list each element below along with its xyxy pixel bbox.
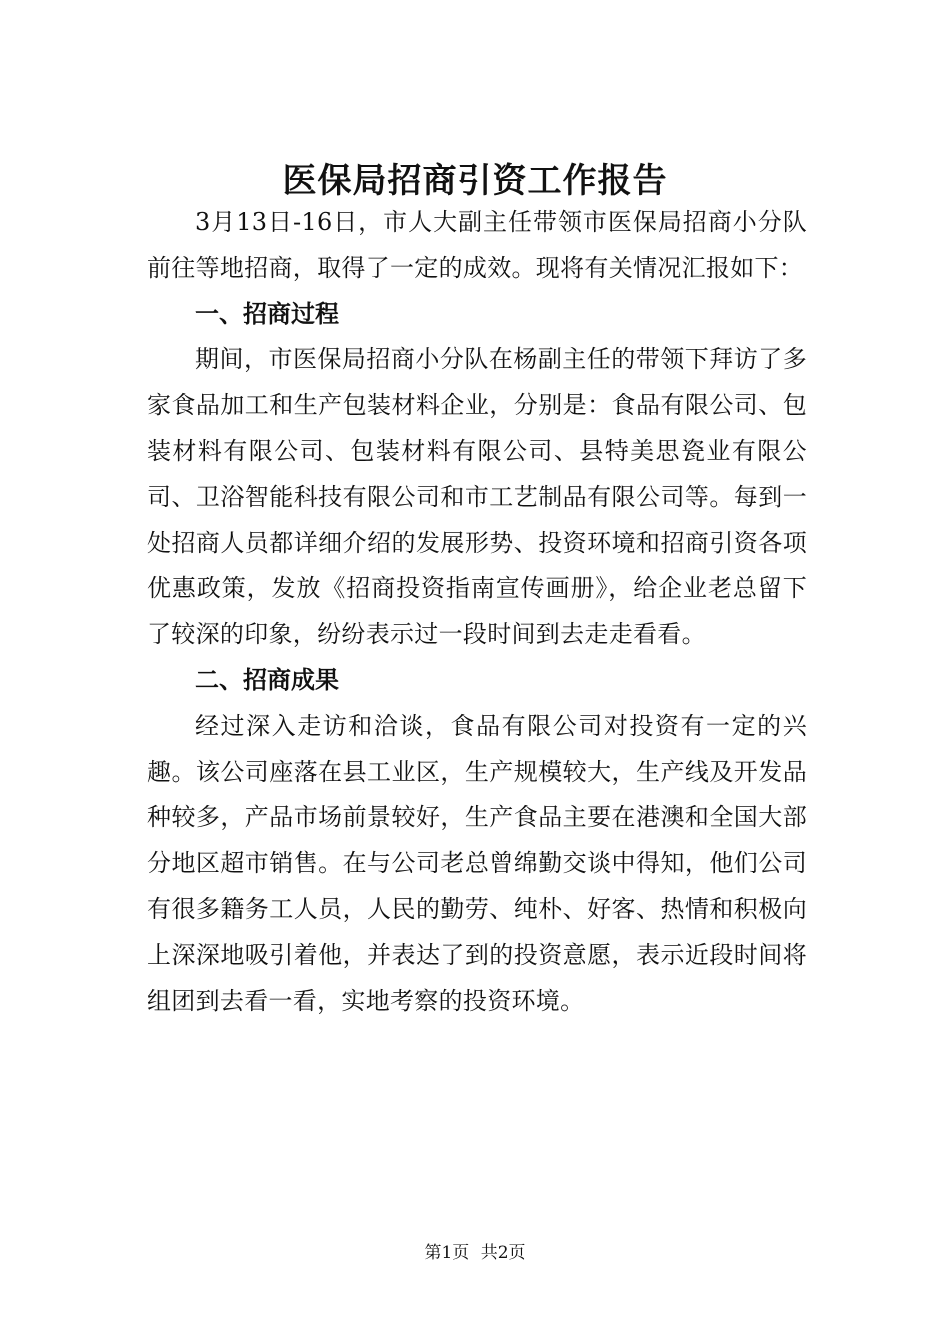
section-paragraph-results: 经过深入走访和洽谈，食品有限公司对投资有一定的兴趣。该公司座落在县工业区，生产规模较大，生产线及开发品种较多，产品市场前景较好，生产食品主要在港澳和全国大部分地区超市销售。在与公司老总曾绵勤交谈中得知，他们公司有很多籍务工人员，人民的勤劳、纯朴、好客、热情和积极向上深深地吸引着他，并表达了到的投资意愿，表示近段时间将组团到去看一看，实地考察的投资环境。 xyxy=(147,711,807,1015)
document-body xyxy=(147,200,807,1024)
page-total: 共2页 xyxy=(480,1243,526,1263)
section-heading-process: 一、招商过程 xyxy=(195,299,339,328)
page-footer xyxy=(0,1240,950,1266)
intro-paragraph: 3月13日-16日，市人大副主任带领市医保局招商小分队前往等地招商，取得了一定的成效。现将有关情况汇报如下： xyxy=(147,208,807,282)
page-number: 第1页 xyxy=(424,1243,470,1263)
section-paragraph-process: 期间，市医保局招商小分队在杨副主任的带领下拜访了多家食品加工和生产包装材料企业，分别是：食品有限公司、包装材料有限公司、包装材料有限公司、县特美思瓷业有限公司、卫浴智能科技有限公司和市工艺制品有限公司等。每到一处招商人员都详细介绍的发展形势、投资环境和招商引资各项优惠政策，发放《招商投资指南宣传画册》，给企业老总留下了较深的印象，纷纷表示过一段时间到去走走看看。 xyxy=(147,345,807,649)
document-title: 医保局招商引资工作报告 xyxy=(282,160,668,201)
section-heading-results: 二、招商成果 xyxy=(195,665,339,694)
